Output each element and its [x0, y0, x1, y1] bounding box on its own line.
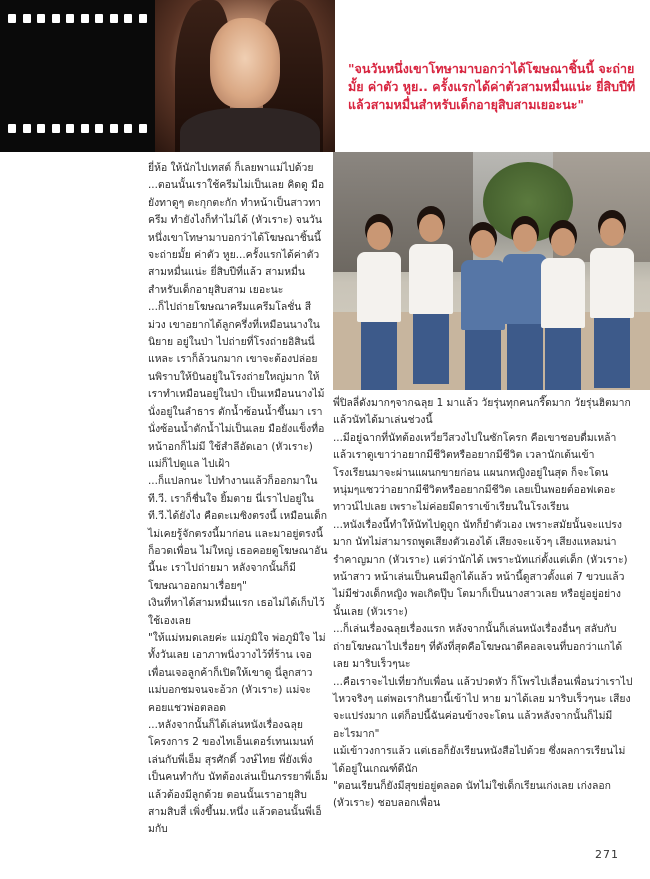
- paragraph: แม้เข้าวงการแล้ว แต่เธอก็ยังเรียนหนังสือไปด้วย ซึ่งผลการเรียนไม่ได้อยู่ในเกณฑ์ดีนัก: [333, 745, 626, 775]
- paragraph: ...ก็เล่นเรื่องฉลุยเรื่องแรก หลังจากนั้นก็เล่นหนังเรื่องอื่นๆ สลับกับถ่ายโฆษณาไปเรื่อยๆ ที่ดังที่สุดคือโฆษณาดีคอลเจนที่บอกว่าแกได้เลย มาริบเร็วๆนะ: [333, 623, 623, 671]
- portrait-photo: [155, 0, 335, 152]
- film-holes-bottom: [8, 124, 147, 134]
- paragraph: ...หนังเรื่องนี้ทำให้นัทไปดูถูก นัทก็ยำตัวเอง เพราะสมัยนั้นจะแปรงมาก นัทไม่สามารถพูดเสียงตัวเองได้ เสียงจะแจ้วๆ เสียงแหลมน่ารำคาญมาก (หัวเราะ) แต่ว่านักได้ เพราะนัทแก่ตั้งแต่เด็ก (หัวเราะ) หน้าสาว หน้าเล่นเป็นคนมีลูกได้แล้ว หน้านี้ดูสาวตั้งแต่ 7 ขวบแล้ว ไม่มีช่วงเด็กหญิง พอเกิดปุ๊บ โตมาก็เป็นนางสาวเลย หรือยู่อยู่อย่างนั้นเลย (หัวเราะ): [333, 518, 628, 618]
- paragraph: ...มีอยู่ฉากที่นัทต้องเหวี่ยวีสวงไปในซักโครก คือเขาชอบดื่มเหล้า แล้วเราดูเขาว่าอยากมีชีวิตหรืออยากมีชีวิต เวลานักเต้นเข้าโรงเรียนมาจะผ่านแผนกขายก่อน แผนกหญิงอยู่ในสุด ก็จะโดนหนุ่มๆแซวว่าอยากมีชีวิตหรืออยากมีชีวิต เลยเป็นพอยต์ออฟเดอะทาวน์ไปเลย เพราะไม่ค่อยมีดาราเข้าเรียนในโรงเรียน: [333, 431, 617, 514]
- article-column-right: [333, 395, 633, 813]
- group-photo: [333, 152, 650, 390]
- paragraph: ...ตอนนั้นเราใช้ครีมไม่เป็นเลย คิดดู มือยังทาดูๆ ตะกุกตะกัก ทำหน้าเป็นสาวทาครีม ทำยังไงก็ทำไม่ได้ (หัวเราะ) จนวันหนึ่งเขาโทษามาบอกว่าได้โฆษณาชิ้นนี้ จะถ่ายมั้ย ค่าตัว หูย...ครั้งแรกได้ค่าตัวสามหมื่นแน่ะ ยี่สิบปีที่แล้ว สามหมื่นสำหรับเด็กอายุสิบสาม เยอะนะ: [148, 179, 325, 296]
- paragraph: "ตอนเรียนก็ยังมีสุขย่อยู่ตลอด นัทไม่ใช่เด็กเรียนเก่งเลย เก่งลอก (หัวเราะ) ชอบลอกเพื่อน: [333, 779, 611, 810]
- paragraph: ยี่ห้อ ให้นักไปเทสต์ ก็เลยพาแม่ไปด้วย: [148, 162, 314, 174]
- film-holes-top: [8, 14, 147, 24]
- paragraph: ...หลังจากนั้นก็ได้เล่นหนังเรื่องฉลุยโครงการ 2 ของไทเอ็นเตอร์เทนเมนท์ เล่นกับพี่เอ็ม สุรศักดิ์ วงษ์ไทย พี่ยังเพิ่งเป็นคนทำกับ นัทต้องเล่นเป็นภรรยาพี่เอ็ม แล้วต้องมีลูกด้วย ตอนนั้นเราอายุสิบสามสิบสี่ เพิ่งขึ้นม.หนึ่ง แล้วตอนนั้นพี่เอ็มกับ: [148, 719, 328, 836]
- paragraph: ...ก็ไปถ่ายโฆษณาครีมแครีมโลชั่น สีม่วง เขาอยากได้ลูกครึ่งที่เหมือนนางในนิยาย อยู่ในป่า ไปถ่ายที่โรงถ่ายอิสินนี่แหละ เราก็ล้วนกมาก เขาจะต้องปล่อยนพิราบให้บินอยู่ในโรงถ่ายใหญ่มาก ให้เราทำเหมือนอยู่ในป่า เป็นเหมือนนางไม้นั่งอยู่ในลำธาร ตักน้ำซ้อนน้ำขึ้นมา เรานั่งซ้อนน้ำตักน้ำไม่เป็นเลย มือยังแข็งทื่อ หน้าอกก็ไม่มี ใช้สำลีอัดเอา (หัวเราะ) แม่ก็ไปดูแล ไปเฝ้า: [148, 301, 325, 470]
- paragraph: ...ก็แปลกนะ ไปทำงานแล้วก็ออกมาในที.วี. เราก็ชื่นใจ ยิ้มตาย นี่เราไปอยู่ในที.วี.ได้ยังไง คือตะเมซิงตรงนี้ เหมือนเด็กไม่เคยรู้จักตรงนี้มาก่อน และมาอยู่ตรงนี้ ก็อวดเพื่อน ไม่ใหญ่ เธอคอยดูโฆษณาอันนี้นะ เราไปถ่ายมา หลังจากนั้นก็มีโฆษณาออกมาเรื่อยๆ": [148, 475, 328, 592]
- paragraph: เงินที่หาได้สามหมื่นแรก เธอไม่ได้เก็บไว้ใช้เองเลย: [148, 597, 325, 627]
- pull-quote: "จนวันหนึ่งเขาโทษามาบอกว่าได้โฆษณาชิ้นนี้ จะถ่ายมั้ย ค่าตัว หูย.. ครั้งแรกได้ค่าตัวสามหมื่นแน่ะ ยี่สิบปีที่แล้วสามหมื่นสำหรับเด็กอายุสิบสามเยอะนะ": [348, 61, 636, 112]
- paragraph: ...คือเราจะไปเที่ยวกับเพื่อน แล้วปวดหัว ก็โพรไปเลื่อนเพื่อนว่าเราไปไหวจริงๆ แต่พอเรากินยานี้เข้าไป หาย มาได้เลย มาริบเร็วๆนะ เสียงจะแปร่งมาก แต่ก็อปนี้ฉันค่อนข้างจะโดน แล้วหลังจากนั้นก็ไม่มีอะไรมาก": [333, 675, 633, 740]
- film-strip-decoration: [0, 0, 155, 152]
- paragraph: "ให้แม่หมดเลยค่ะ แม่ภูมิใจ พ่อภูมิใจ ไม่ทั้งวันเลย เอาภาพนิ่งวางไว้ที่ร้าน เจอเพื่อนเจอลูกค้าก็เปิดให้เขาดู นี่ลูกสาว แม่บอกชมจนจะอ้วก (หัวเราะ) แม่จะคอยแชวพ่อตลอด: [148, 631, 326, 714]
- page-number: 271: [595, 848, 619, 861]
- paragraph: พี่ปิลลี่ดังมากๆจากฉลุย 1 มาแล้ว วัยรุ่นทุกคนกรี๊ดมาก วัยรุ่นฮิตมาก แล้วนัทได้มาเล่นช่วงนี้: [333, 397, 631, 427]
- article-column-left: [148, 160, 328, 839]
